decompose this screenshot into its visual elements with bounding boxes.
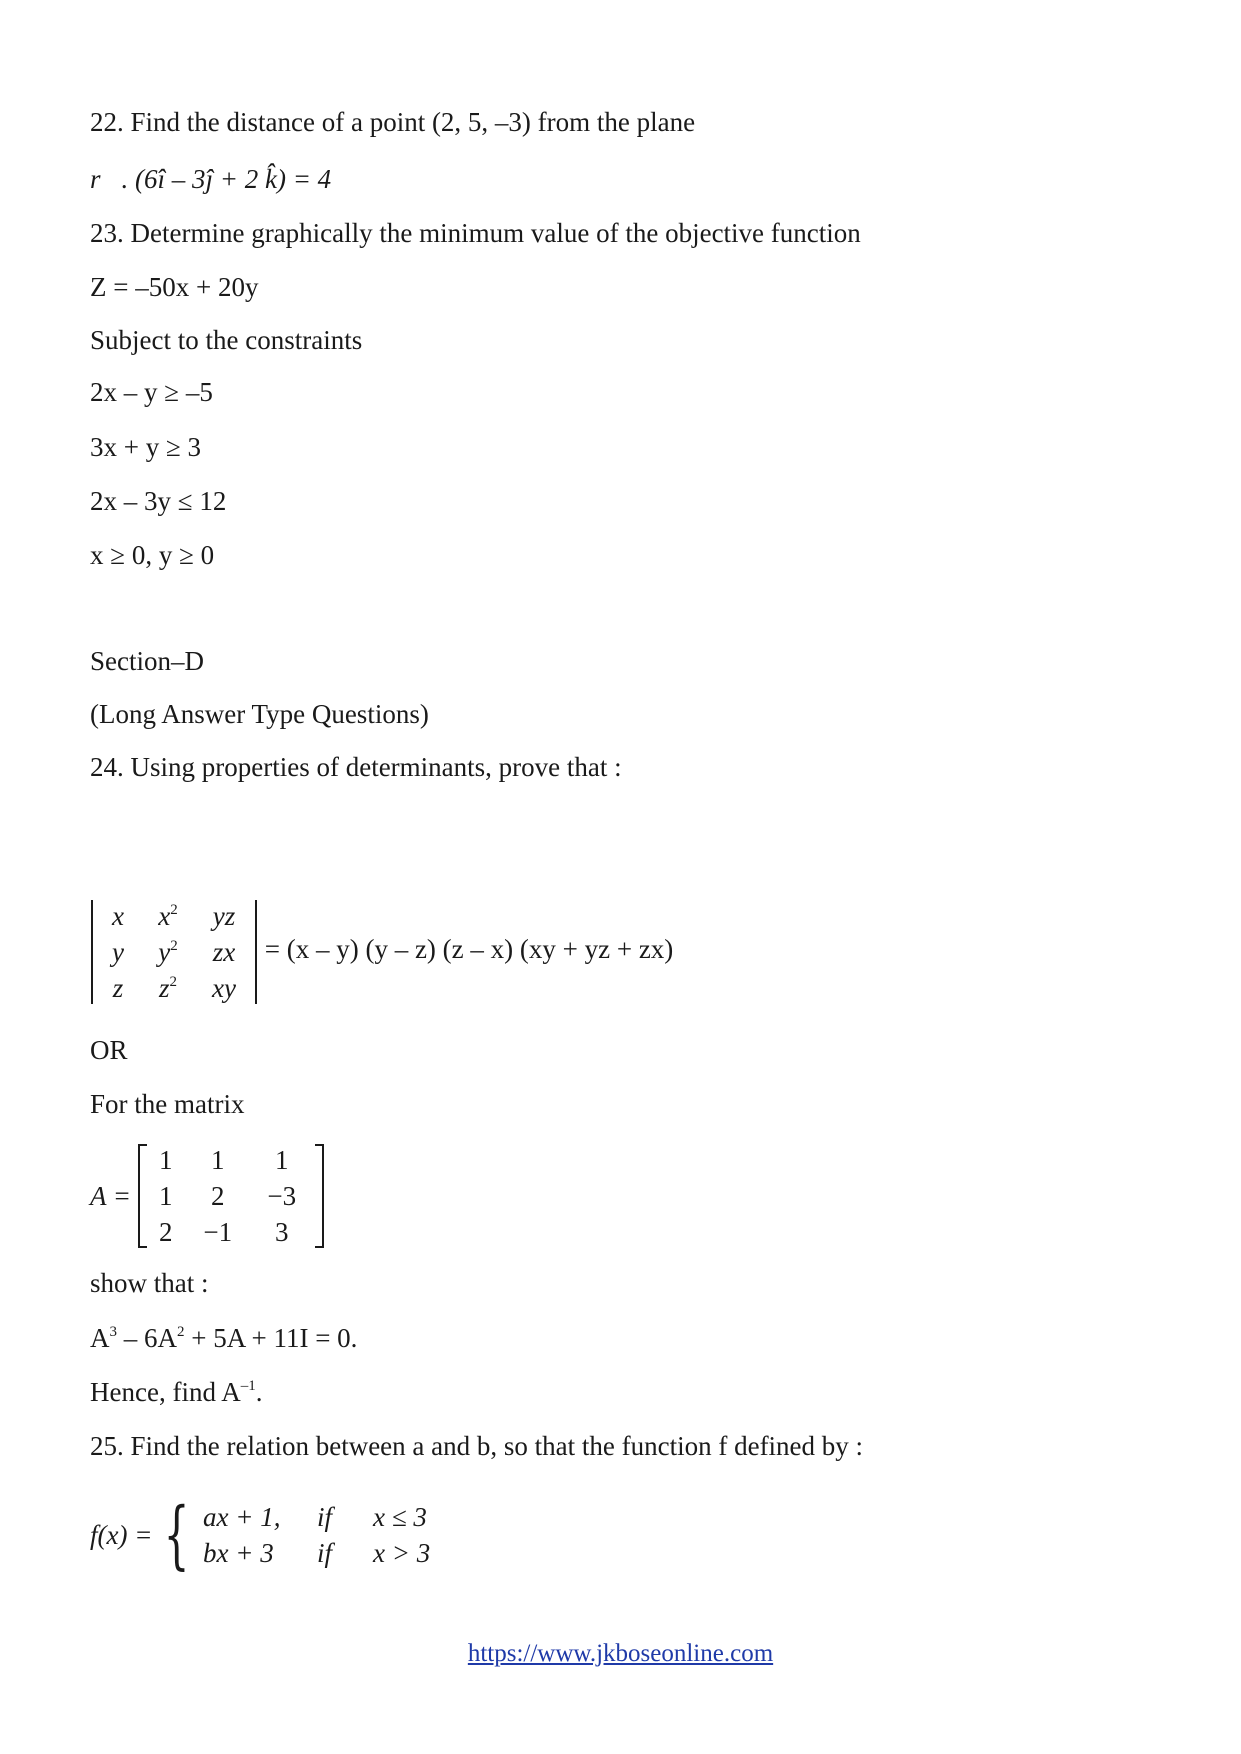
polynomial-identity: $A^3 - 6A^2 + 5A + 11I = 0$. [90, 1323, 358, 1353]
piecewise-case-1: ax + 1, if x ≤ 3 [203, 1502, 427, 1532]
q23-constraint-1: 2x – y ≥ –5 [90, 377, 213, 407]
q24-determinant-equation [90, 898, 673, 1006]
matrix-a [138, 1142, 324, 1250]
matrix-cell: 1 [158, 1181, 173, 1211]
show-that-label: show that : [90, 1268, 209, 1298]
det-rhs: = (x – y) (y – z) (z – x) (xy + yz + zx) [264, 934, 674, 965]
det-right-bar [255, 900, 257, 1004]
determinant [90, 898, 258, 1006]
or-label: OR [90, 1035, 128, 1065]
det-cell: $y^2$ [158, 937, 178, 967]
det-cell: $z^2$ [158, 973, 177, 1003]
q24-text: 24. Using properties of determinants, prove that : [90, 752, 622, 782]
q23-subject: Subject to the constraints [90, 325, 363, 355]
det-cell: x [112, 901, 124, 931]
det-cell: y [112, 937, 124, 967]
matrix-cell: 3 [274, 1217, 289, 1247]
q23-objective: Z = –50x + 20y [90, 272, 259, 302]
hence-find-inverse: Hence, find $A^{-1}$. [90, 1377, 263, 1407]
matrix-cell: 1 [158, 1145, 173, 1175]
matrix-right-bracket [315, 1144, 324, 1248]
piecewise-cases [203, 1499, 430, 1571]
q22-text: 22. Find the distance of a point (2, 5, –3) from the plane [90, 107, 696, 137]
det-cell: $x^2$ [158, 901, 178, 931]
matrix-left-bracket [138, 1144, 147, 1248]
q23-constraint-4: x ≥ 0, y ≥ 0 [90, 540, 215, 570]
matrix-cell: −3 [267, 1181, 297, 1211]
det-cell: yz [212, 901, 236, 931]
det-cell: zx [212, 937, 236, 967]
q22-equation: r⃗. (6î – 3ĵ + 2 k̂) = 4 [90, 164, 332, 194]
q23-constraint-3: 2x – 3y ≤ 12 [90, 486, 227, 516]
section-subtitle: (Long Answer Type Questions) [90, 699, 429, 729]
piecewise-case-2: bx + 3 if x > 3 [203, 1538, 431, 1568]
q25-piecewise [90, 1492, 431, 1578]
q23-text: 23. Determine graphically the minimum value of the objective function [90, 218, 861, 248]
matrix-cell: 1 [274, 1145, 289, 1175]
for-matrix-label: For the matrix [90, 1089, 245, 1119]
det-cell: xy [212, 973, 236, 1003]
det-cell: z [112, 973, 124, 1003]
section-title: Section–D [90, 646, 204, 676]
matrix-a-lhs: A = [90, 1181, 131, 1211]
det-left-bar [91, 900, 93, 1004]
matrix-a-equation [90, 1142, 324, 1250]
footer-website-link[interactable]: https://www.jkboseonline.com [467, 1640, 774, 1667]
matrix-cell: 2 [158, 1217, 173, 1247]
q23-constraint-2: 3x + y ≥ 3 [90, 432, 202, 462]
piecewise-brace: { [163, 1492, 190, 1578]
piecewise-lhs: f(x) = [90, 1520, 153, 1550]
matrix-cell: 1 [210, 1145, 225, 1175]
matrix-cell: 2 [210, 1181, 225, 1211]
q25-text: 25. Find the relation between a and b, so that the function f defined by : [90, 1431, 864, 1461]
matrix-cell: −1 [203, 1217, 233, 1247]
